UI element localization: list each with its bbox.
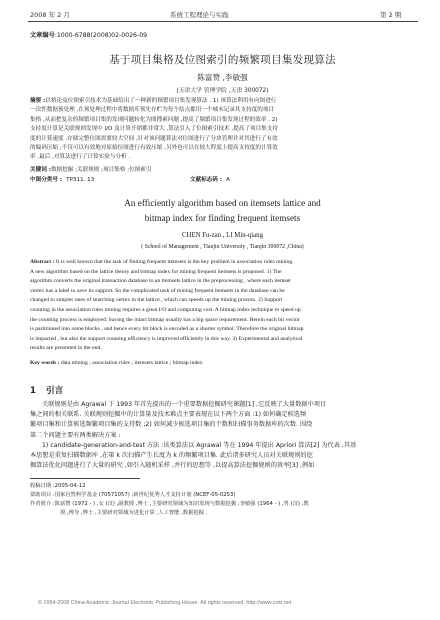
title-cn: 基于项目集格及位图索引的频繁项目集发现算法 bbox=[109, 54, 336, 66]
copyright: © 1994-2008 China Academic Journal Electronic Publishing House. All rights reserved. http://www.cnki.net bbox=[38, 600, 292, 606]
body-line: 第二个问题主要有两类解决方案 : bbox=[30, 431, 121, 439]
affiliation-en: ( School of Management , Tianjin University , Tianjin 300072 ,China) bbox=[141, 244, 304, 250]
abstract-cn-line: 一次性数据预处理 ,在预处理过程中将数据库预先存贮为每个结点都用一个城末记录其支持度的项目 bbox=[30, 107, 275, 114]
abstract-en-line: the counting process is employed. Saving the intact bitmap usually has a big space requirement. Herein each bit vector bbox=[30, 316, 300, 323]
abstract-cn-label: 摘要 : bbox=[30, 98, 46, 104]
abstract-en-line: A new algorithm based on the lattice theory and bitmap index for mining frequent itemsets is proposed. 1) The bbox=[30, 268, 282, 275]
section-body bbox=[30, 400, 415, 471]
keywords-cn-value: 数据挖掘 ;关联规则 ;项目集格 ;位图索引 bbox=[50, 167, 152, 173]
abstract-en-line: algorithm converts the original transaction database to an itemsets lattice in the preprocessing , where each itemset bbox=[30, 278, 291, 285]
footnote-line: 授 ,博导 ,博士 ,主要研究领域为进化计算 ,人工智能 ,数据挖掘 . bbox=[60, 510, 208, 516]
keywords-en-label: Key words : bbox=[30, 360, 60, 366]
article-id-value: :1000-6788(2008)02-0026-09 bbox=[54, 32, 148, 39]
abstract-en-line: counting in the association rules mining requires a great I/O and computing cost. A bitmap index technique to speed up bbox=[30, 306, 301, 313]
article-id-label: 文章编号 bbox=[30, 32, 55, 39]
abstract-cn-line: 摘要 :以格论及位图索引技术为基础给出了一种新的频繁项目集发现算法 . 1) 该算法利用有向图进行 bbox=[30, 98, 277, 104]
affiliation-cn: (天津大学 管理学院 ,天津 300072) bbox=[176, 88, 269, 94]
abstract-en-line: changed to simpler ones of searching vertex in the lattice , which can speeds up the mining process. 2) Support bbox=[30, 297, 283, 304]
section-number: 1 bbox=[30, 386, 36, 396]
footnotes bbox=[30, 482, 415, 518]
classification-clc: 中图分类号 : TP311. 13 bbox=[30, 177, 95, 183]
authors-cn: 陈富赞 ,李敏强 bbox=[197, 73, 248, 82]
abstract-cn-line: 的编码压缩 ;不仅可以有效地对原始位图进行有效压缩 ,另外也可以在较大程度上提高支持度的计算效 bbox=[30, 145, 278, 152]
abstract-cn-line: 支持度计算是关联规则发现中 I/O 及计算开销都非常大 ,算法引入了位图索引技术 ,提高了项目集支持 bbox=[30, 126, 278, 133]
footnote-rule bbox=[30, 478, 140, 479]
abstract-en-line: Abstract : It is well known that the task of finding frequent itemsets is the key problem in association rules mining. bbox=[30, 259, 294, 265]
abstract-cn bbox=[30, 97, 415, 163]
section-heading bbox=[30, 384, 63, 396]
abstract-en-line: results are presented in the end. bbox=[30, 345, 102, 352]
body-line: 繁项目集和计算候选频繁项目集的支持数 ;2) 如何减少候选项目集的个数和扫描事务数据库的次数. 围绕 bbox=[30, 421, 313, 429]
abstract-en-line: is impacted , but also the support counting efficiency is improved efficiently in this way. 3) Experimental and analytical bbox=[30, 335, 303, 342]
abstract-en-line: vertex has a label to save its support. So the complicated task of mining frequent itemsets in the database can be bbox=[30, 287, 285, 294]
keywords-cn bbox=[30, 166, 151, 175]
body-line: 1) candidate-generation-and-test 方法 :该类算法以 Agrawal 等在 1994 年提出 Apriori 算法[2] 为代表 ,其基 bbox=[42, 441, 357, 449]
body-line: 集之间的相关联系. 关联规则挖掘中的计算量及技术难点主要表现在以下两个方面 :1) 如何确定候选频 bbox=[30, 411, 307, 419]
title-en-line: An efficiently algorithm based on itemsets lattice and bbox=[124, 198, 321, 208]
article-id bbox=[30, 30, 147, 39]
abstract-en-label: Abstract : bbox=[30, 259, 55, 265]
abstract-en-line: is partitioned into some blocks , and hence every bit block is encoded as a shorter symbol. Therefore the original bitmap bbox=[30, 326, 304, 333]
body-line: 本思想是重复扫描数据库 ,在第 k 次扫描产生长度为 k 的频繁项目集. 此后诸多研究人员对关联规则的挖 bbox=[30, 452, 313, 460]
footnote-line: 收稿日期 :2005-04-12 bbox=[30, 483, 86, 489]
header-rule bbox=[28, 21, 418, 22]
classification-doc: 文献标志码 : A bbox=[190, 177, 230, 183]
abstract-en bbox=[30, 258, 415, 354]
keywords-cn-label: 关键词 : bbox=[30, 167, 51, 173]
authors-en: CHEN Fu-zan , LI Min-qiang bbox=[182, 232, 263, 239]
title-en bbox=[30, 196, 415, 226]
title-en-line: bitmap index for finding frequent itemsets bbox=[144, 213, 301, 223]
body-line: 掘算法优化问题进行了大量的研究 ,如引入随机采样 ,并行的思想等 ,以提高算法挖掘规则的效率[3] ,例如 bbox=[30, 462, 315, 470]
abstract-cn-line: 度的计算速度 .存储完整位图需要较大空间 ,针对该问题算法对位图进行了分块管理并对其进行了有效 bbox=[30, 135, 278, 142]
body-line: 关联规则是由 Agrawal 于 1993 年首先提出的一个重要数据挖掘研究课题[1] ,它反映了大量数据中项目 bbox=[42, 401, 327, 408]
keywords-en-value: data mining ; association rules ; itemsets lattice ; bitmap index bbox=[60, 360, 203, 366]
header-journal: 系统工程理论与实践 bbox=[170, 11, 229, 19]
abstract-cn-line: 集格 ,从而把复杂的频繁项目集的发现问题转化为图搜索问题 ,提高了频繁项目集发现过程的效率 . 2) bbox=[30, 116, 278, 123]
abstract-cn-line: 率 .最后 ,对算法进行了计算实验与分析 . bbox=[30, 154, 131, 161]
header-date: 2008 年 2 月 bbox=[30, 11, 70, 19]
header-issue: 第 2 期 bbox=[380, 11, 402, 19]
keywords-en bbox=[30, 359, 415, 369]
footnote-line: 作者简介 :陈富赞 (1972 - ) ,女 (汉) ,副教授 ,博士 ,主要研究领域为知识发现与数据挖掘 ;李敏强 (1964 - ) ,男 (汉) ,教 bbox=[30, 501, 309, 507]
section-title: 引言 bbox=[45, 386, 64, 396]
footnote-line: 资助项目 :国家自然科学基金 (70571057) ;新世纪优秀人才支持计划 (NCEF-05-0253) bbox=[30, 492, 236, 498]
